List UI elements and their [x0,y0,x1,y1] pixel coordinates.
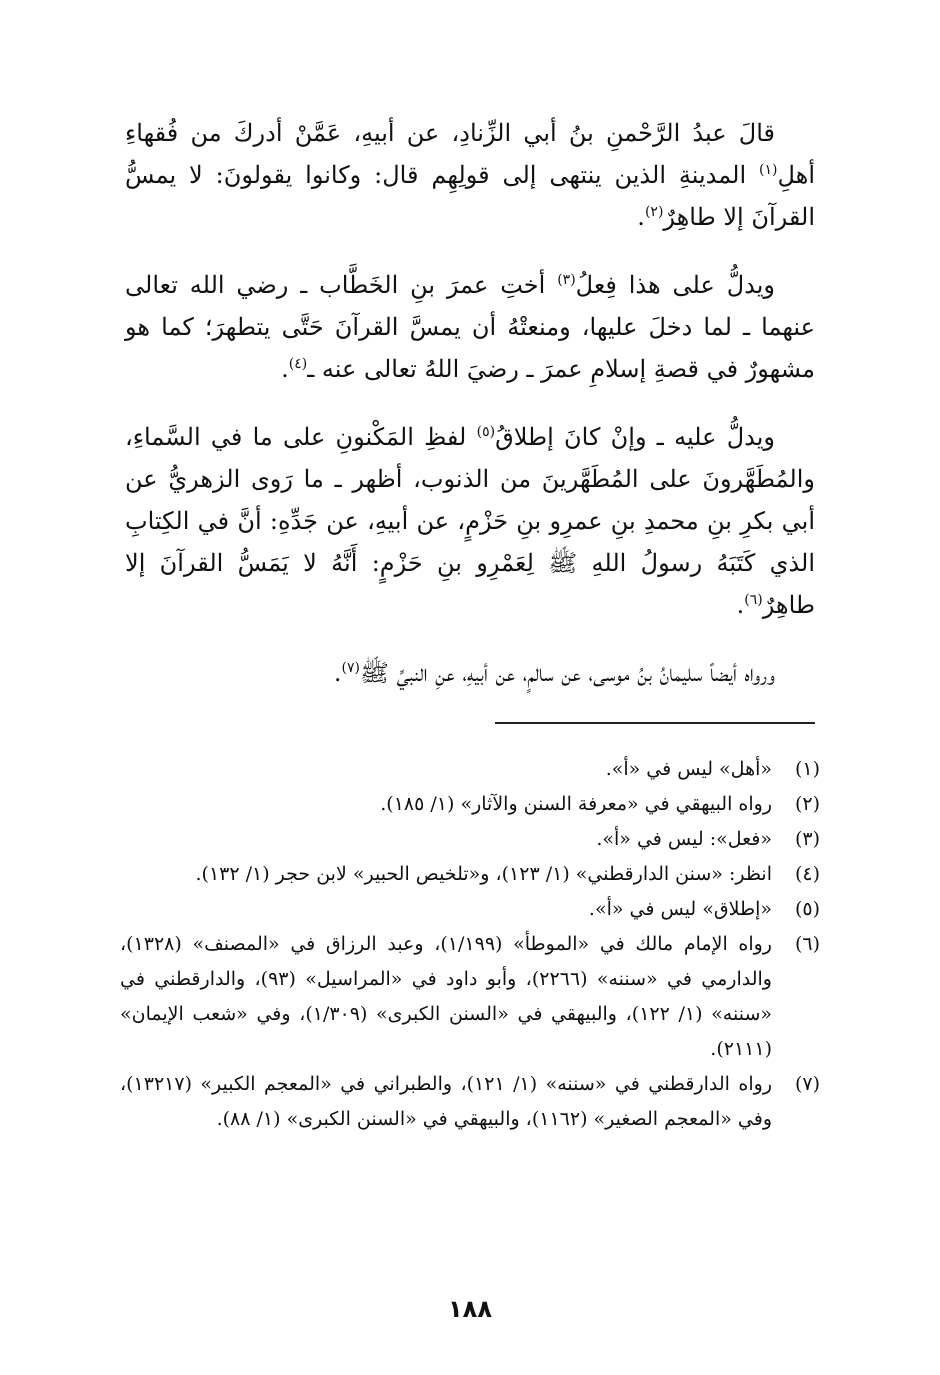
footnote-divider [495,722,815,724]
paragraph-end: . [281,355,289,383]
footnote [120,752,820,787]
footnote-text: رواه البيهقي في «معرفة السنن والآثار» (١/ ١٨٥). [380,793,772,815]
paragraph-text: المدينةِ الذين ينتهى إلى قولِهِم قال: وكانوا يقولونَ: لا يمسُّ القرآنَ إلا طاهِرٌ [125,161,815,231]
main-text [125,112,815,720]
footnote-text: «فعل»: ليس في «أ». [596,828,772,850]
footnote-text: رواه الإمام مالك في «الموطأ» (١/١٩٩)، وعبد الرزاق في «المصنف» (١٣٢٨)، والدارمي في «سننه» (٢٢٦٦)، وأبو داود في «المراسيل» (٩٣)، والدارقطني في «سننه» (١/ ١٢٢)، والبيهقي في «السنن الكبرى» (١/٣٠٩)، وفي «شعب الإيمان» (٢١١١). [120,933,772,1060]
paragraph-end: . [736,591,745,619]
footnote [120,857,820,892]
footnote-text: «أهل» ليس في «أ». [605,758,772,780]
paragraph-text: لفظِ المَكْنونِ على ما في السَّماءِ، والمُطَهَّرونَ على المُطَهَّرينَ من الذنوب، أظهر ـ ما رَوى الزهريُّ عن أبي بكرِ بنِ محمدِ بنِ عمرِو بنِ حَزْمٍ، عن أبيهِ، عن جَدِّهِ: أنَّ في الكِتابِ الذي كَتَبَهُ رسولُ اللهِ ﷺ لِعَمْرِو بنِ حَزْمٍ: أَنَّهُ لا يَمَسُّ القرآنَ إلا طاهِرٌ [125,423,815,619]
paragraph [125,112,815,238]
paragraph-end: . [333,659,342,687]
footnote-number: (١) [794,758,820,780]
footnote-ref: (٦) [744,592,763,608]
footnote [120,892,820,927]
paragraph-text: أختِ عمرَ بنِ الخَطَّاب ـ رضي الله تعالى عنهما ـ لما دخلَ عليها، ومنعتْهُ أن يمسَّ القرآنَ حَتَّى يتطهرَ؛ كما هو مشهورٌ في قصةِ إسلامِ عمرَ ـ رضيَ اللهُ تعالى عنه ـ [125,271,815,383]
paragraph-text: قالَ عبدُ الرَّحْمنِ بنُ أبي الزِّنادِ، عن أبيهِ، عَمَّنْ أدركَ من فُقهاءِ أهلِ [125,119,815,189]
footnote-ref: (٧) [341,660,360,676]
footnote-number: (٧) [794,1073,820,1095]
paragraph [125,264,815,390]
footnote-ref: (٢) [644,204,664,220]
footnote-number: (٣) [794,828,820,850]
footnote [120,927,820,1067]
paragraph-text: ورواه أيضاً سليمانُ بنُ موسى، عن سالمٍ، عن أبيهِ، عنِ النبيِّ ﷺ [359,659,775,687]
footnote [120,787,820,822]
footnote-ref: (٣) [557,272,576,288]
paragraph-text: ويدلُّ عليه ـ وإنْ كانَ إطلاقُ [495,423,776,451]
footnote-text: رواه الدارقطني في «سننه» (١/ ١٢١)، والطبراني في «المعجم الكبير» (١٣٢١٧)، وفي «المعجم الصغير» (١١٦٢)، والبيهقي في «السنن الكبرى» (١/ ٨٨). [120,1073,772,1130]
footnote-ref: (٥) [476,424,496,440]
footnote-number: (٤) [794,863,820,885]
footnote-text: «إطلاق» ليس في «أ». [588,898,772,920]
footnotes-list [120,752,820,1137]
footnote-ref: (١) [759,162,778,178]
paragraph-text: ويدلُّ على هذا فِعلُ [575,271,775,299]
footnote-number: (٢) [794,793,820,815]
footnote-number: (٦) [794,933,820,955]
paragraph [125,416,815,626]
footnote [120,822,820,857]
footnote-number: (٥) [794,898,820,920]
footnote-ref: (٤) [288,356,308,372]
paragraph-end: . [637,203,645,231]
paragraph [125,652,815,694]
footnote-text: انظر: «سنن الدارقطني» (١/ ١٢٣)، و«تلخيص الحبير» لابن حجر (١/ ١٣٢). [195,863,772,885]
page-number: ١٨٨ [448,1295,492,1323]
footnote [120,1067,820,1137]
